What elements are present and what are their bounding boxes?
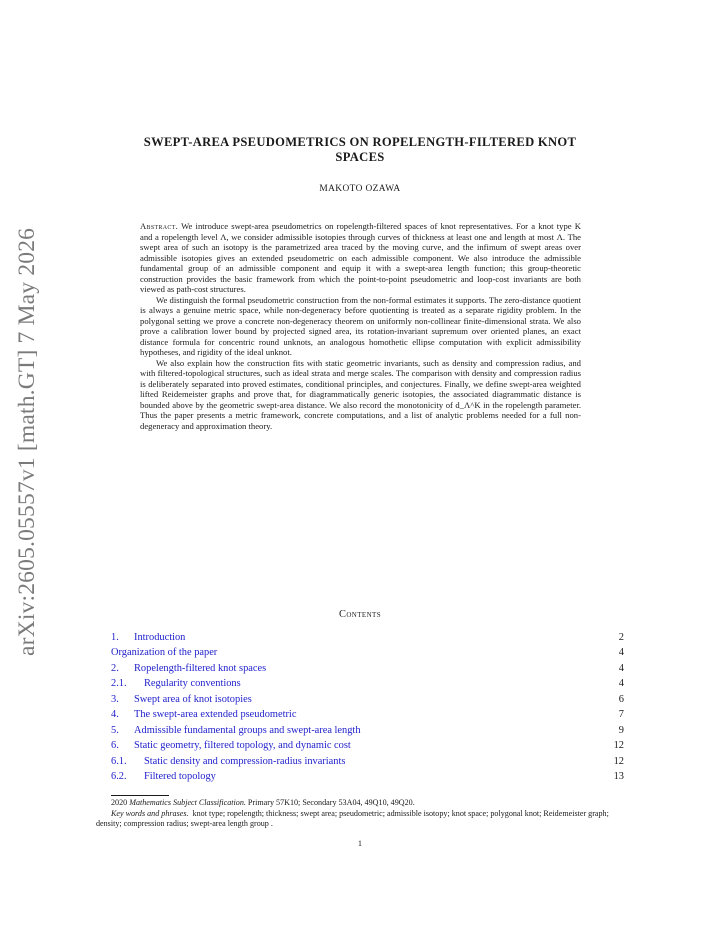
toc-number: 1. <box>111 632 119 643</box>
keywords-label: Key words and phrases. <box>111 808 189 818</box>
toc-entry[interactable] <box>111 645 624 660</box>
toc-number: 4. <box>111 709 119 721</box>
toc-page: 4 <box>618 647 624 659</box>
toc-number: 3. <box>111 693 119 705</box>
keywords-footnote <box>96 809 624 830</box>
toc-page: 4 <box>618 678 624 690</box>
toc-entry[interactable] <box>111 754 624 769</box>
abstract-heading: Abstract. <box>140 221 179 231</box>
toc-page: 4 <box>618 662 624 674</box>
toc-entry[interactable] <box>111 723 624 738</box>
toc-label: Regularity conventions <box>144 678 241 690</box>
toc-number: 6. <box>111 740 119 752</box>
toc-number: 5. <box>111 724 119 736</box>
toc-page: 2 <box>618 632 624 643</box>
footnote-rule <box>111 795 169 796</box>
toc-link[interactable] <box>111 676 241 691</box>
toc-link[interactable] <box>111 738 351 753</box>
toc-page: 6 <box>618 693 624 705</box>
toc-label: The swept-area extended pseudometric <box>134 709 297 721</box>
toc-entry[interactable] <box>111 630 624 645</box>
abstract-paragraph-3: We also explain how the construction fits with static geometric invariants, such as density and compression radius, and with filtered-topological structures, such as ideal strata and merge scales. The comparison with density and compression radius is deliberately separated into proved estimates, conditional principles, and conjectures. Finally, we define swept-area weighted lifted Reidemeister graphs and prove that, for diagrammatically generic isotopies, the associated diagrammatic distance is bounded above by the geometric swept-area distance. We also record the monotonicity of d_Λ^K in the ropelength parameter. Thus the paper presents a metric framework, concrete computations, and a list of analytic problems needed for a full non-degeneracy and approximation theory. <box>140 357 581 431</box>
contents-title: Contents <box>338 609 382 620</box>
abstract <box>140 221 581 431</box>
page-number: 1 <box>357 839 363 848</box>
toc-page: 7 <box>618 709 624 721</box>
toc-page: 13 <box>613 771 624 783</box>
toc-label: Filtered topology <box>144 771 216 783</box>
toc-link[interactable] <box>111 630 185 645</box>
toc-page: 12 <box>613 755 624 767</box>
toc-page: 9 <box>618 724 624 736</box>
toc-link[interactable] <box>111 692 252 707</box>
toc-entry[interactable] <box>111 738 624 753</box>
toc-entry[interactable] <box>111 692 624 707</box>
toc-entry[interactable] <box>111 769 624 784</box>
paper-title <box>96 135 624 165</box>
toc-label: Ropelength-filtered knot spaces <box>134 662 267 674</box>
toc-label: Static geometry, filtered topology, and dynamic cost <box>134 740 351 752</box>
toc-number: 2.1. <box>111 678 127 690</box>
table-of-contents <box>111 630 624 785</box>
toc-number: 6.1. <box>111 755 127 767</box>
keywords-text: knot type; ropelength; thickness; swept area; pseudometric; admissible isotopy; knot space; polygonal knot; Reidemeister graph; density; compression radius; swept-area length group . <box>96 808 609 829</box>
toc-entry[interactable] <box>111 707 624 722</box>
toc-entry[interactable] <box>111 676 624 691</box>
toc-entry[interactable] <box>111 661 624 676</box>
author-name: MAKOTO OZAWA <box>319 184 401 194</box>
toc-label: Static density and compression-radius invariants <box>144 755 346 767</box>
arxiv-identifier: arXiv:2605.05557v1 [math.GT] 7 May 2026 <box>14 227 40 656</box>
title-line-1: SWEPT-AREA PSEUDOMETRICS ON ROPELENGTH-FILTERED KNOT <box>143 135 577 149</box>
toc-label: Admissible fundamental groups and swept-area length <box>134 724 361 736</box>
msc-footnote <box>96 798 624 809</box>
msc-prefix: 2020 <box>111 798 128 807</box>
toc-number: 6.2. <box>111 771 127 783</box>
toc-link[interactable] <box>111 707 296 722</box>
toc-link[interactable] <box>111 645 217 660</box>
toc-label: Organization of the paper <box>111 647 218 659</box>
toc-label: Introduction <box>134 632 186 643</box>
toc-link[interactable] <box>111 769 216 784</box>
toc-link[interactable] <box>111 723 361 738</box>
title-line-2: SPACES <box>335 150 385 164</box>
toc-number: 2. <box>111 662 119 674</box>
footnotes <box>96 798 624 830</box>
msc-text: Primary 57K10; Secondary 53A04, 49Q10, 49Q20. <box>247 798 415 807</box>
msc-label: Mathematics Subject Classification. <box>129 798 246 807</box>
toc-label: Swept area of knot isotopies <box>134 693 252 705</box>
toc-page: 12 <box>613 740 624 752</box>
abstract-paragraph-2: We distinguish the formal pseudometric construction from the non-formal estimates it supports. The zero-distance quotient is always a genuine metric space, while non-degeneracy before quotienting is treated as a separate rigidity problem. In the polygonal setting we prove a concrete non-degeneracy theorem on uniformly non-collinear finite-dimensional strata. We also prove a calibration lower bound by projected signed area, its rotation-invariant supremum over oriented planes, an exact distance formula for concentric round unknots, an analogous homothetic ellipse computation with explicit admissibility hypotheses, and rigidity of the ideal unknot. <box>140 294 581 357</box>
toc-link[interactable] <box>111 661 266 676</box>
abstract-paragraph-1 <box>140 221 581 295</box>
toc-link[interactable] <box>111 754 345 769</box>
abstract-paragraph-1-text: We introduce swept-area pseudometrics on ropelength-filtered spaces of knot representatives. For a knot type K and a ropelength level Λ, we consider admissible isotopies through curves of thickness at least one and length at most Λ. The swept area of such an isotopy is the parametrized area traced by the moving curve, and the infimum of swept areas over admissible isotopies gives an extended pseudometric on each admissible component. We also introduce the admissible fundamental group of an admissible component and equip it with a swept-area length function; this group-theoretic construction provides the basic framework from which the point-to-point pseudometric and loop-cost invariants are both viewed as path-cost structures. <box>140 221 581 294</box>
